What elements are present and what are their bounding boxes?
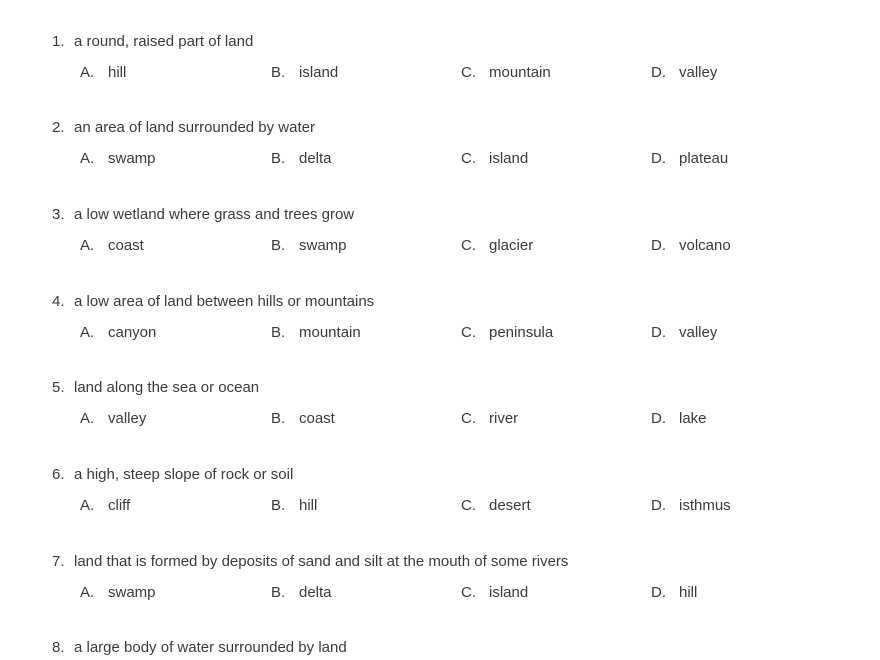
question-text: a large body of water surrounded by land: [74, 639, 347, 656]
option-letter: B.: [271, 324, 286, 341]
option-letter: C.: [461, 410, 476, 427]
option-d[interactable]: [651, 324, 717, 342]
option-letter: A.: [80, 497, 95, 514]
option-b[interactable]: [271, 237, 347, 255]
option-text: valley: [108, 410, 147, 427]
option-a[interactable]: [80, 237, 144, 255]
answer-options: [80, 150, 860, 168]
option-d[interactable]: [651, 584, 697, 602]
answer-options: [80, 497, 860, 515]
question-number: 6.: [52, 466, 65, 483]
question-text: land that is formed by deposits of sand and silt at the mouth of some rivers: [74, 553, 569, 570]
option-a[interactable]: [80, 150, 156, 168]
option-letter: A.: [80, 324, 95, 341]
option-text: isthmus: [679, 497, 731, 514]
option-text: plateau: [679, 150, 729, 167]
question-number: 5.: [52, 379, 65, 396]
question-stem: [52, 33, 253, 51]
option-c[interactable]: [461, 497, 531, 515]
question-stem: [52, 639, 347, 657]
answer-options: [80, 584, 860, 602]
option-c[interactable]: [461, 237, 533, 255]
option-d[interactable]: [651, 410, 707, 428]
option-d[interactable]: [651, 150, 728, 168]
option-text: island: [299, 64, 339, 81]
option-letter: A.: [80, 64, 95, 81]
option-text: swamp: [299, 237, 347, 254]
option-letter: A.: [80, 237, 95, 254]
question-stem: [52, 119, 315, 137]
option-letter: A.: [80, 150, 95, 167]
option-letter: C.: [461, 497, 476, 514]
option-text: volcano: [679, 237, 731, 254]
option-letter: D.: [651, 497, 666, 514]
option-b[interactable]: [271, 497, 317, 515]
option-b[interactable]: [271, 324, 361, 342]
option-text: hill: [108, 64, 127, 81]
option-text: glacier: [489, 237, 534, 254]
option-text: hill: [679, 584, 698, 601]
option-c[interactable]: [461, 584, 528, 602]
option-b[interactable]: [271, 584, 332, 602]
question-text: land along the sea or ocean: [74, 379, 260, 396]
question-text: an area of land surrounded by water: [74, 119, 315, 136]
option-letter: C.: [461, 324, 476, 341]
option-letter: D.: [651, 584, 666, 601]
option-text: island: [489, 150, 529, 167]
option-letter: B.: [271, 497, 286, 514]
option-d[interactable]: [651, 497, 731, 515]
question-stem: [52, 553, 568, 571]
question-text: a low area of land between hills or mountains: [74, 293, 375, 310]
question-number: 7.: [52, 553, 65, 570]
option-text: river: [489, 410, 519, 427]
option-a[interactable]: [80, 410, 146, 428]
question-number: 2.: [52, 119, 65, 136]
option-a[interactable]: [80, 584, 156, 602]
question-stem: [52, 206, 354, 224]
option-b[interactable]: [271, 64, 338, 82]
answer-options: [80, 237, 860, 255]
option-letter: D.: [651, 237, 666, 254]
answer-options: [80, 410, 860, 428]
option-text: island: [489, 584, 529, 601]
option-d[interactable]: [651, 237, 731, 255]
option-c[interactable]: [461, 324, 553, 342]
option-a[interactable]: [80, 497, 130, 515]
option-letter: C.: [461, 237, 476, 254]
option-text: peninsula: [489, 324, 554, 341]
option-a[interactable]: [80, 324, 156, 342]
option-letter: A.: [80, 410, 95, 427]
option-letter: B.: [271, 64, 286, 81]
option-a[interactable]: [80, 64, 126, 82]
option-letter: D.: [651, 324, 666, 341]
question-stem: [52, 293, 374, 311]
option-letter: B.: [271, 150, 286, 167]
option-text: swamp: [108, 584, 156, 601]
option-text: valley: [679, 64, 718, 81]
question-number: 8.: [52, 639, 65, 656]
option-c[interactable]: [461, 410, 518, 428]
question-number: 4.: [52, 293, 65, 310]
question-number: 1.: [52, 33, 65, 50]
option-letter: A.: [80, 584, 95, 601]
option-letter: B.: [271, 584, 286, 601]
option-letter: C.: [461, 64, 476, 81]
option-letter: D.: [651, 64, 666, 81]
option-text: delta: [299, 150, 332, 167]
option-text: desert: [489, 497, 531, 514]
option-text: swamp: [108, 150, 156, 167]
option-d[interactable]: [651, 64, 717, 82]
option-letter: C.: [461, 150, 476, 167]
option-text: cliff: [108, 497, 131, 514]
question-text: a low wetland where grass and trees grow: [74, 206, 355, 223]
option-b[interactable]: [271, 410, 335, 428]
option-letter: D.: [651, 410, 666, 427]
option-text: lake: [679, 410, 707, 427]
option-letter: B.: [271, 237, 286, 254]
option-c[interactable]: [461, 150, 528, 168]
option-letter: C.: [461, 584, 476, 601]
option-text: valley: [679, 324, 718, 341]
option-b[interactable]: [271, 150, 332, 168]
option-letter: B.: [271, 410, 286, 427]
option-text: canyon: [108, 324, 157, 341]
option-text: mountain: [299, 324, 361, 341]
option-letter: D.: [651, 150, 666, 167]
option-text: delta: [299, 584, 332, 601]
option-c[interactable]: [461, 64, 551, 82]
question-text: a high, steep slope of rock or soil: [74, 466, 294, 483]
question-text: a round, raised part of land: [74, 33, 254, 50]
option-text: hill: [299, 497, 318, 514]
option-text: coast: [108, 237, 144, 254]
answer-options: [80, 64, 860, 82]
question-stem: [52, 466, 293, 484]
question-number: 3.: [52, 206, 65, 223]
option-text: coast: [299, 410, 335, 427]
option-text: mountain: [489, 64, 551, 81]
question-stem: [52, 379, 259, 397]
answer-options: [80, 324, 860, 342]
